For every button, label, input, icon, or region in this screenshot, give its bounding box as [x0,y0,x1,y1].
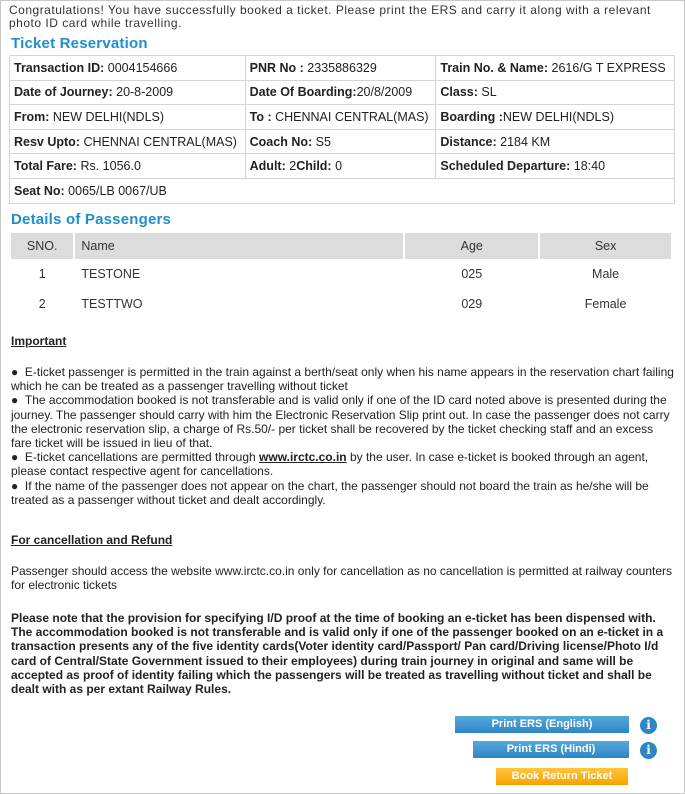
column-header-age: Age [405,233,538,259]
bullet-icon: ● [11,365,25,379]
passenger-name: TESTTWO [81,297,143,311]
passenger-age: 025 [461,267,483,281]
important-heading: Important [11,334,67,348]
list-item: ● E-ticket cancellations are permitted through www.irctc.co.in by the user. In case e-ticket is booked through an agent, please contact respective agent for cancellations. [11,450,649,479]
table-row [11,289,671,319]
print-ers-hindi-button[interactable]: Print ERS (Hindi) [473,741,629,758]
seat-cell: Seat No: 0065/LB 0067/UB [10,178,675,203]
train-cell: Train No. & Name: 2616/G T EXPRESS [436,56,675,81]
important-bullets [11,365,674,507]
from-cell: From: NEW DELHI(NDLS) [10,105,246,130]
distance-cell: Distance: 2184 KM [436,129,675,154]
book-return-ticket-button[interactable]: Book Return Ticket [496,768,628,785]
ticket-reservation-title: Ticket Reservation [11,35,148,52]
table-header-row [11,233,671,259]
passenger-sex: Male [592,267,620,281]
table-row [10,56,675,81]
info-icon[interactable]: i [640,717,657,734]
resv-upto-cell: Resv Upto: CHENNAI CENTRAL(MAS) [10,129,246,154]
list-item: ● The accommodation booked is not transferable and is valid only if one of the ID card noted above is presented during the journey. The passenger should carry with him the Electronic Reservation Slip print out. In case the passenger does not carry the electronic reservation slip, a charge of Rs.50/- per ticket shall be recovered by the ticket checking staff and an excess fare ticket will be issued in lieu of that. [11,393,670,451]
to-cell: To : CHENNAI CENTRAL(MAS) [245,105,436,130]
table-row [10,105,675,130]
passenger-sex: Female [584,297,627,311]
bullet-icon: ● [11,393,25,408]
congratulations-message: Congratulations! You have successfully booked a ticket. Please print the ERS and carry it along with a relevant photo ID card while travelling. [9,3,651,30]
bullet-icon: ● [11,478,25,493]
list-item: ● If the name of the passenger does not appear on the chart, the passenger should not board the train as he/she will be treated as a passenger without ticket and dealt accordingly. [11,478,649,507]
boarding-cell: Boarding :NEW DELHI(NDLS) [436,105,675,130]
table-row [10,154,675,179]
info-icon[interactable]: i [640,742,657,759]
column-header-sno: SNO. [11,233,73,259]
cancellation-heading: For cancellation and Refund [11,533,173,547]
column-header-sex: Sex [540,233,671,259]
passengers-table [9,233,673,319]
passengers-title: Details of Passengers [11,211,172,228]
table-row [11,259,671,289]
table-row [10,178,675,203]
departure-cell: Scheduled Departure: 18:40 [436,154,675,179]
class-cell: Class: SL [436,80,675,105]
bullet-icon: ● [11,450,25,465]
id-proof-note: Please note that the provision for specifying I/D proof at the time of booking an e-ticket has been dispensed with. The accommodation booked is not transferable and is valid only if one of the passenger booked on an e-ticket in a transaction presents any of the five identity cards(Voter identity card/Passport/ Pan card/Driving license/Photo I/d card of Central/State Government issued to their employees) during train journey in original and same will be accepted as proof of identity failing which the passengers will be treated as travelling without ticket and shall be dealt with as per extant Railway Rules. [11,611,664,697]
table-row [10,80,675,105]
journey-date-cell: Date of Journey: 20-8-2009 [10,80,246,105]
transaction-id-cell: Transaction ID: 0004154666 [10,56,246,81]
reservation-details-table [9,55,675,204]
coach-cell: Coach No: S5 [245,129,436,154]
passenger-sno: 2 [38,297,46,311]
total-fare-cell: Total Fare: Rs. 1056.0 [10,154,246,179]
cancellation-text: Passenger should access the website www.irctc.co.in only for cancellation as no cancellation is permitted at railway counters for electronic tickets [11,564,672,593]
list-item: ● E-ticket passenger is permitted in the train against a berth/seat only when his name appears in the reservation chart failing which he can be treated as a passenger travelling without ticket [11,365,674,394]
passenger-sno: 1 [38,267,46,281]
column-header-name: Name [75,233,403,259]
boarding-date-cell: Date Of Boarding:20/8/2009 [245,80,436,105]
passenger-count-cell: Adult: 2Child: 0 [245,154,436,179]
table-row [10,129,675,154]
pnr-cell: PNR No : 2335886329 [245,56,436,81]
passenger-name: TESTONE [81,267,141,281]
irctc-link[interactable]: www.irctc.co.in [259,450,347,465]
passenger-age: 029 [461,297,483,311]
print-ers-english-button[interactable]: Print ERS (English) [455,716,629,733]
